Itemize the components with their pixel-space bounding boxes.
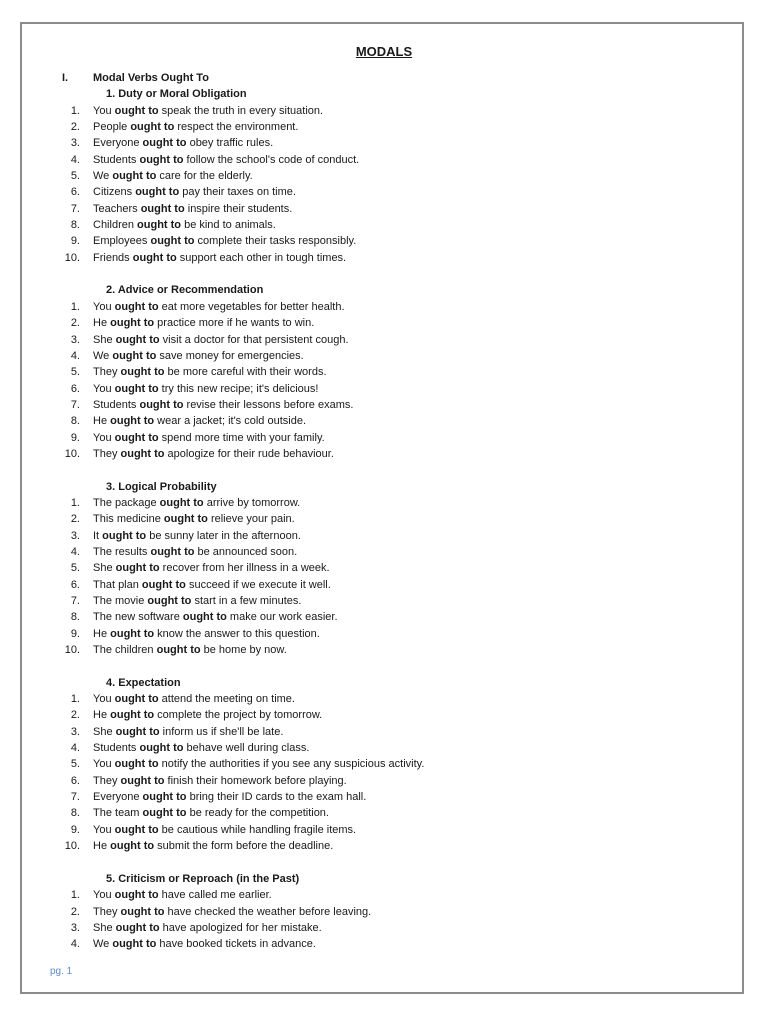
sentence-subject: The results — [93, 545, 151, 558]
section-heading-line — [0, 70, 768, 86]
list-item-text — [93, 789, 366, 805]
list-item-number: 8. — [70, 219, 80, 232]
sentence-predicate: be sunny later in the afternoon. — [146, 529, 301, 542]
list-item-number: 8. — [70, 611, 80, 624]
sentence-predicate: care for the elderly. — [156, 170, 253, 183]
sentence-predicate: recover from her illness in a week. — [159, 562, 330, 575]
list-item — [0, 789, 768, 805]
modal-verb: ought to — [120, 447, 165, 460]
sentence-predicate: pay their taxes on time. — [179, 186, 296, 199]
sentence-subject: Everyone — [93, 137, 143, 150]
modal-verb: ought to — [114, 382, 159, 395]
sentence-predicate: be kind to animals. — [181, 219, 276, 232]
list-item — [0, 446, 768, 462]
list-item-text — [93, 119, 298, 135]
sentence-predicate: complete the project by tomorrow. — [154, 709, 323, 722]
group-heading: 3. Logical Probability — [106, 480, 217, 493]
group-spacer — [0, 658, 768, 674]
list-item-text — [93, 577, 331, 593]
sentence-subject: You — [93, 823, 115, 836]
modal-verb: ought to — [135, 186, 180, 199]
sentence-predicate: have apologized for her mistake. — [159, 921, 322, 934]
sentence-subject: You — [93, 889, 115, 902]
modal-verb: ought to — [115, 562, 160, 575]
list-item — [0, 250, 768, 266]
list-item — [0, 593, 768, 609]
modal-verb: ought to — [142, 807, 187, 820]
list-item-number: 10. — [64, 447, 80, 460]
list-item — [0, 740, 768, 756]
sentence-predicate: succeed if we execute it well. — [185, 578, 331, 591]
modal-verb: ought to — [114, 693, 159, 706]
list-item — [0, 936, 768, 952]
sentence-predicate: obey traffic rules. — [186, 137, 274, 150]
modal-verb: ought to — [114, 300, 159, 313]
list-item-number: 4. — [70, 938, 80, 951]
list-item-text — [93, 805, 329, 821]
list-item-text — [93, 299, 345, 315]
list-item-number: 7. — [70, 595, 80, 607]
sentence-subject: Students — [93, 398, 140, 411]
modal-verb: ought to — [139, 742, 184, 755]
sentence-predicate: arrive by tomorrow. — [203, 496, 301, 509]
sentence-predicate: relieve your pain. — [207, 513, 295, 526]
list-item — [0, 560, 768, 576]
sentence-subject: They — [93, 774, 121, 787]
list-item — [0, 642, 768, 658]
sentence-predicate: be ready for the competition. — [186, 807, 329, 820]
list-item-text — [93, 446, 334, 462]
list-item-number: 6. — [70, 774, 80, 787]
list-item — [0, 103, 768, 119]
sentence-predicate: inform us if she'll be late. — [159, 725, 284, 738]
list-item-number: 5. — [70, 758, 80, 771]
sentence-predicate: make our work easier. — [226, 611, 338, 624]
list-item-number: 3. — [70, 529, 80, 542]
list-item — [0, 838, 768, 854]
sentence-subject: Citizens — [93, 186, 136, 199]
list-item-number: 4. — [70, 742, 80, 755]
modal-verb: ought to — [112, 170, 157, 183]
sentence-predicate: revise their lessons before exams. — [183, 398, 354, 411]
sentence-subject: The children — [93, 644, 157, 657]
sentence-subject: You — [93, 382, 115, 395]
sentence-predicate: submit the form before the deadline. — [154, 840, 334, 853]
sentence-subject: That plan — [93, 578, 142, 591]
list-item-number: 5. — [70, 366, 80, 379]
sentence-predicate: attend the meeting on time. — [158, 693, 295, 706]
sentence-subject: They — [93, 366, 121, 379]
modal-verb: ought to — [141, 578, 186, 591]
list-item — [0, 511, 768, 527]
list-item — [0, 152, 768, 168]
list-item-text — [93, 936, 316, 952]
modal-verb: ought to — [142, 137, 187, 150]
group-spacer — [0, 266, 768, 282]
sentence-subject: The package — [93, 496, 160, 509]
list-item — [0, 920, 768, 936]
list-item-text — [93, 626, 320, 642]
list-item-text — [93, 838, 333, 854]
sentence-subject: Everyone — [93, 791, 143, 804]
sentence-subject: We — [93, 938, 113, 951]
sentence-subject: He — [93, 415, 111, 428]
list-item-text — [93, 724, 283, 740]
modal-verb: ought to — [110, 709, 155, 722]
modal-verb: ought to — [120, 905, 165, 918]
list-item — [0, 413, 768, 429]
modal-verb: ought to — [114, 823, 159, 836]
sentence-subject: You — [93, 104, 115, 117]
list-item — [0, 495, 768, 511]
list-item-number: 4. — [70, 153, 80, 166]
list-item-text — [93, 413, 306, 429]
list-item — [0, 364, 768, 380]
sentence-subject: He — [93, 317, 111, 330]
sentence-subject: Students — [93, 742, 140, 755]
list-item-text — [93, 430, 325, 446]
list-item-number: 10. — [64, 251, 80, 264]
list-item — [0, 707, 768, 723]
sentence-subject: He — [93, 627, 111, 640]
sentence-predicate: wear a jacket; it's cold outside. — [154, 415, 307, 428]
sentence-predicate: complete their tasks responsibly. — [194, 235, 357, 248]
list-item — [0, 577, 768, 593]
list-item-text — [93, 364, 327, 380]
list-item-number: 1. — [70, 889, 80, 902]
modal-verb: ought to — [114, 104, 159, 117]
list-item — [0, 691, 768, 707]
sentence-subject: You — [93, 431, 115, 444]
sentence-predicate: be cautious while handling fragile items. — [158, 823, 357, 836]
sentence-predicate: be home by now. — [200, 644, 287, 657]
sentence-predicate: save money for emergencies. — [156, 349, 304, 362]
document-body — [0, 70, 768, 953]
list-item — [0, 332, 768, 348]
list-item — [0, 773, 768, 789]
list-item-text — [93, 904, 371, 920]
sentence-predicate: speak the truth in every situation. — [158, 104, 324, 117]
sentence-predicate: have checked the weather before leaving. — [164, 905, 372, 918]
list-item-text — [93, 168, 253, 184]
list-item-number: 10. — [64, 644, 80, 657]
list-item-text — [93, 217, 276, 233]
sentence-predicate: respect the environment. — [174, 121, 299, 134]
list-item — [0, 626, 768, 642]
modal-verb: ought to — [130, 121, 175, 134]
list-item — [0, 544, 768, 560]
modal-verb: ought to — [142, 791, 187, 804]
sentence-predicate: practice more if he wants to win. — [154, 317, 315, 330]
document-title: MODALS — [355, 44, 413, 59]
list-item-text — [93, 822, 356, 838]
sentence-subject: The movie — [93, 595, 148, 607]
list-item — [0, 430, 768, 446]
list-item-text — [93, 560, 330, 576]
modal-verb: ought to — [156, 644, 201, 657]
list-item-number: 9. — [70, 431, 80, 444]
sentence-subject: Teachers — [93, 202, 141, 215]
modal-verb: ought to — [114, 758, 159, 771]
list-item-number: 7. — [70, 398, 80, 411]
list-item-text — [93, 495, 300, 511]
sentence-predicate: spend more time with your family. — [158, 431, 325, 444]
sentence-subject: He — [93, 709, 111, 722]
list-item-number: 5. — [70, 562, 80, 575]
modal-verb: ought to — [182, 611, 227, 624]
sentence-predicate: have booked tickets in advance. — [156, 938, 316, 951]
group-heading-line — [0, 871, 768, 887]
section-heading: Modal Verbs Ought To — [93, 72, 209, 84]
list-item-text — [93, 103, 323, 119]
list-item-number: 4. — [70, 349, 80, 362]
list-item-text — [93, 609, 338, 625]
list-item-number: 7. — [70, 791, 80, 804]
sentence-subject: He — [93, 840, 111, 853]
sentence-subject: She — [93, 725, 116, 738]
list-item-text — [93, 135, 273, 151]
list-item — [0, 381, 768, 397]
list-item-number: 6. — [70, 382, 80, 395]
group-heading-line — [0, 675, 768, 691]
sentence-subject: It — [93, 529, 103, 542]
list-item — [0, 528, 768, 544]
list-item — [0, 233, 768, 249]
group-heading: 4. Expectation — [106, 676, 181, 689]
list-item — [0, 724, 768, 740]
sentence-predicate: behave well during class. — [183, 742, 310, 755]
sentence-predicate: visit a doctor for that persistent cough. — [159, 333, 349, 346]
modal-verb: ought to — [112, 938, 157, 951]
list-item — [0, 217, 768, 233]
list-item-number: 9. — [70, 627, 80, 640]
list-item-number: 9. — [70, 823, 80, 836]
list-item-text — [93, 315, 314, 331]
list-item-number: 2. — [70, 513, 80, 526]
list-item — [0, 609, 768, 625]
modal-verb: ought to — [110, 415, 155, 428]
group-heading: 1. Duty or Moral Obligation — [106, 88, 247, 101]
list-item-text — [93, 740, 309, 756]
list-item-text — [93, 511, 295, 527]
sentence-subject: We — [93, 170, 113, 183]
modal-verb: ought to — [115, 333, 160, 346]
list-item — [0, 887, 768, 903]
modal-verb: ought to — [150, 545, 195, 558]
list-item-number: 2. — [70, 709, 80, 722]
sentence-predicate: bring their ID cards to the exam hall. — [186, 791, 367, 804]
list-item-text — [93, 642, 287, 658]
modal-verb: ought to — [110, 317, 155, 330]
list-item — [0, 299, 768, 315]
list-item-number: 4. — [70, 545, 80, 558]
sentence-subject: This medicine — [93, 513, 164, 526]
modal-verb: ought to — [120, 774, 165, 787]
list-item-number: 2. — [70, 121, 80, 134]
group-heading-line — [0, 479, 768, 495]
sentence-subject: She — [93, 921, 116, 934]
list-item-number: 2. — [70, 317, 80, 330]
list-item — [0, 805, 768, 821]
list-item — [0, 168, 768, 184]
sentence-predicate: finish their homework before playing. — [164, 774, 347, 787]
list-item-text — [93, 397, 353, 413]
modal-verb: ought to — [147, 595, 192, 607]
sentence-subject: Children — [93, 219, 138, 232]
list-item-text — [93, 707, 322, 723]
sentence-predicate: eat more vegetables for better health. — [158, 300, 345, 313]
sentence-subject: Friends — [93, 251, 133, 264]
group-heading: 2. Advice or Recommendation — [106, 284, 264, 297]
list-item-text — [93, 201, 292, 217]
group-spacer — [0, 855, 768, 871]
sentence-predicate: support each other in tough times. — [176, 251, 347, 264]
modal-verb: ought to — [112, 349, 157, 362]
modal-verb: ought to — [110, 840, 155, 853]
list-item-text — [93, 348, 304, 364]
modal-verb: ought to — [137, 219, 182, 232]
list-item-number: 9. — [70, 235, 80, 248]
modal-verb: ought to — [114, 889, 159, 902]
list-item-number: 3. — [70, 725, 80, 738]
sentence-predicate: start in a few minutes. — [191, 595, 302, 607]
modal-verb: ought to — [150, 235, 195, 248]
sentence-predicate: apologize for their rude behaviour. — [164, 447, 334, 460]
list-item — [0, 756, 768, 772]
list-item-number: 5. — [70, 170, 80, 183]
list-item-text — [93, 593, 301, 609]
modal-verb: ought to — [132, 251, 177, 264]
list-item — [0, 135, 768, 151]
modal-verb: ought to — [139, 398, 184, 411]
sentence-predicate: try this new recipe; it's delicious! — [158, 382, 319, 395]
groups-container — [0, 86, 768, 952]
group-heading-line — [0, 282, 768, 298]
list-item-number: 3. — [70, 137, 80, 150]
modal-verb: ought to — [102, 529, 147, 542]
list-item-text — [93, 381, 318, 397]
sentence-predicate: be more careful with their words. — [164, 366, 327, 379]
modal-verb: ought to — [120, 366, 165, 379]
list-item — [0, 348, 768, 364]
sentence-subject: The new software — [93, 611, 183, 624]
list-item — [0, 184, 768, 200]
list-item-number: 6. — [70, 578, 80, 591]
modal-verb: ought to — [115, 725, 160, 738]
sentence-subject: Employees — [93, 235, 151, 248]
sentence-subject: You — [93, 758, 115, 771]
list-item-text — [93, 184, 296, 200]
list-item-number: 6. — [70, 186, 80, 199]
modal-verb: ought to — [115, 921, 160, 934]
list-item-text — [93, 691, 295, 707]
list-item-text — [93, 250, 346, 266]
list-item-number: 1. — [70, 104, 80, 117]
list-item-text — [93, 332, 349, 348]
sentence-subject: They — [93, 905, 121, 918]
sentence-predicate: notify the authorities if you see any suspicious activity. — [158, 758, 425, 771]
group-spacer — [0, 462, 768, 478]
sentence-predicate: be announced soon. — [194, 545, 298, 558]
list-item-number: 8. — [70, 807, 80, 820]
sentence-subject: They — [93, 447, 121, 460]
modal-verb: ought to — [163, 513, 208, 526]
sentence-subject: The team — [93, 807, 143, 820]
sentence-predicate: follow the school's code of conduct. — [183, 153, 360, 166]
modal-verb: ought to — [159, 496, 204, 509]
modal-verb: ought to — [140, 202, 185, 215]
list-item — [0, 119, 768, 135]
list-item-number: 8. — [70, 415, 80, 428]
list-item-number: 1. — [70, 300, 80, 313]
list-item-number: 1. — [70, 496, 80, 509]
list-item-number: 7. — [70, 202, 80, 215]
list-item-number: 1. — [70, 693, 80, 706]
list-item — [0, 904, 768, 920]
modal-verb: ought to — [139, 153, 184, 166]
list-item-number: 10. — [64, 840, 80, 853]
list-item — [0, 397, 768, 413]
modal-verb: ought to — [110, 627, 155, 640]
list-item-text — [93, 544, 297, 560]
list-item-text — [93, 920, 322, 936]
sentence-predicate: know the answer to this question. — [154, 627, 320, 640]
list-item-text — [93, 233, 356, 249]
list-item-text — [93, 773, 347, 789]
sentence-subject: We — [93, 349, 113, 362]
list-item — [0, 822, 768, 838]
sentence-subject: You — [93, 300, 115, 313]
group-heading-line — [0, 86, 768, 102]
list-item-number: 3. — [70, 333, 80, 346]
sentence-subject: Students — [93, 153, 140, 166]
list-item — [0, 315, 768, 331]
modal-verb: ought to — [114, 431, 159, 444]
list-item-text — [93, 528, 301, 544]
sentence-subject: She — [93, 333, 116, 346]
sentence-predicate: inspire their students. — [184, 202, 293, 215]
sentence-subject: People — [93, 121, 131, 134]
list-item-text — [93, 152, 359, 168]
sentence-subject: You — [93, 693, 115, 706]
list-item-text — [93, 887, 272, 903]
sentence-subject: She — [93, 562, 116, 575]
sentence-predicate: have called me earlier. — [158, 889, 272, 902]
group-heading: 5. Criticism or Reproach (in the Past) — [106, 872, 300, 885]
page-number: pg. 1 — [50, 966, 73, 977]
list-item-text — [93, 756, 424, 772]
list-item-number: 3. — [70, 921, 80, 934]
section-roman-numeral: I. — [62, 72, 69, 84]
list-item — [0, 201, 768, 217]
list-item-number: 2. — [70, 905, 80, 918]
